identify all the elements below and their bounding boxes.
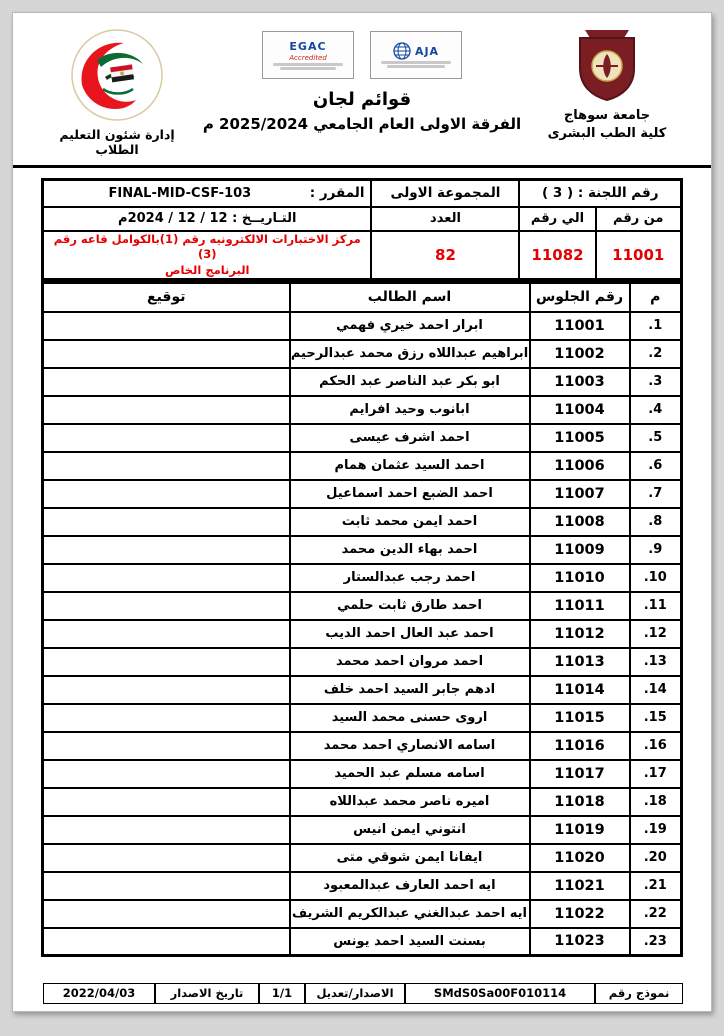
signature-cell: [43, 816, 290, 844]
student-name: ابراهيم عبداللاه رزق محمد عبدالرحيم: [290, 340, 530, 368]
col-header-seat: رقم الجلوس: [530, 283, 630, 312]
egac-text-bar: [273, 63, 343, 66]
title-block: [193, 29, 531, 133]
row-index: 3.: [630, 368, 682, 396]
accreditation-logos: [193, 31, 531, 79]
page-subtitle: الفرقة الاولى العام الجامعي 2025/2024 م: [202, 115, 522, 133]
seat-number: 11017: [530, 760, 630, 788]
col-header-signature: توقيع: [43, 283, 290, 312]
aja-logo: [370, 31, 462, 79]
issue-date-label: تاريخ الاصدار: [155, 983, 259, 1004]
row-index: 13.: [630, 648, 682, 676]
row-index: 12.: [630, 620, 682, 648]
col-header-name: اسم الطالب: [290, 283, 530, 312]
university-logo: [575, 29, 639, 103]
seat-number: 11006: [530, 452, 630, 480]
signature-cell: [43, 732, 290, 760]
seat-number: 11019: [530, 816, 630, 844]
to-number-label: الي رقم: [519, 207, 595, 231]
seat-number: 11013: [530, 648, 630, 676]
row-index: 17.: [630, 760, 682, 788]
student-name: احمد الضبع احمد اسماعيل: [290, 480, 530, 508]
student-name: ابو بكر عبد الناصر عبد الحكم: [290, 368, 530, 396]
seat-number: 11009: [530, 536, 630, 564]
seat-number: 11016: [530, 732, 630, 760]
student-name: احمد السيد عثمان همام: [290, 452, 530, 480]
student-name: ابرار احمد خيري فهمي: [290, 312, 530, 340]
signature-cell: [43, 676, 290, 704]
signature-cell: [43, 508, 290, 536]
signature-cell: [43, 648, 290, 676]
group-name: المجموعة الاولى: [371, 180, 519, 207]
students-affairs-block: [41, 29, 193, 157]
seat-number: 11014: [530, 676, 630, 704]
student-name: اروى حسنى محمد السيد: [290, 704, 530, 732]
signature-cell: [43, 536, 290, 564]
table-row: [43, 676, 682, 704]
student-name: ايفانا ايمن شوقي متى: [290, 844, 530, 872]
student-name: ايه احمد عبدالغني عبدالكريم الشريف: [290, 900, 530, 928]
row-index: 18.: [630, 788, 682, 816]
table-row: [43, 452, 682, 480]
department-name: إدارة شئون التعليم الطلاب: [59, 127, 175, 157]
row-index: 23.: [630, 928, 682, 956]
table-row: [43, 536, 682, 564]
seat-number: 11020: [530, 844, 630, 872]
row-index: 20.: [630, 844, 682, 872]
row-index: 6.: [630, 452, 682, 480]
student-name: احمد طارق ثابت حلمي: [290, 592, 530, 620]
signature-cell: [43, 340, 290, 368]
university-name: جامعة سوهاج: [563, 108, 651, 123]
signature-cell: [43, 480, 290, 508]
signature-cell: [43, 424, 290, 452]
table-row: [43, 900, 682, 928]
signature-cell: [43, 564, 290, 592]
row-index: 21.: [630, 872, 682, 900]
version-label: الاصدار/تعديل: [305, 983, 405, 1004]
exam-venue-line1: مركز الاختبارات الالكترونيه رقم (1)بالكوامل قاعه رقم (3): [53, 231, 361, 262]
course-label: المقرر :: [309, 185, 365, 202]
row-index: 1.: [630, 312, 682, 340]
table-row: [43, 396, 682, 424]
table-row: [43, 704, 682, 732]
student-name: احمد رجب عبدالستار: [290, 564, 530, 592]
page-title: قوائم لجان: [312, 89, 412, 110]
egypt-flag: [110, 64, 134, 82]
table-row: [43, 760, 682, 788]
signature-cell: [43, 452, 290, 480]
seat-number: 11008: [530, 508, 630, 536]
from-number-value: 11001: [596, 231, 682, 280]
student-name: اسامه الانصاري احمد محمد: [290, 732, 530, 760]
row-index: 22.: [630, 900, 682, 928]
document-page: [12, 12, 712, 1012]
seat-number: 11001: [530, 312, 630, 340]
seat-number: 11003: [530, 368, 630, 396]
signature-cell: [43, 928, 290, 956]
signature-cell: [43, 900, 290, 928]
student-name: ابانوب وحيد افرايم: [290, 396, 530, 424]
version-value: 1/1: [259, 983, 305, 1004]
row-index: 19.: [630, 816, 682, 844]
table-row: [43, 648, 682, 676]
row-index: 8.: [630, 508, 682, 536]
count-value: 82: [371, 231, 519, 280]
table-row: [43, 872, 682, 900]
student-name: ايه احمد العارف عبدالمعبود: [290, 872, 530, 900]
course-code: FINAL-MID-CSF-103: [108, 185, 252, 201]
count-label: العدد: [371, 207, 519, 231]
seat-number: 11015: [530, 704, 630, 732]
exam-venue: [43, 231, 372, 280]
student-name: احمد بهاء الدين محمد: [290, 536, 530, 564]
exam-venue-line2: البرنامج الخاص: [164, 262, 250, 277]
seat-number: 11023: [530, 928, 630, 956]
row-index: 15.: [630, 704, 682, 732]
row-index: 10.: [630, 564, 682, 592]
student-name: احمد عبد العال احمد الديب: [290, 620, 530, 648]
student-name: احمد مروان احمد محمد: [290, 648, 530, 676]
egac-accredited-label: Accredited: [289, 54, 327, 62]
faculty-name: كلية الطب البشرى: [547, 125, 667, 141]
form-number-value: SMdS0Sa00F010114: [405, 983, 595, 1004]
signature-cell: [43, 844, 290, 872]
students-table: [41, 281, 683, 957]
seat-number: 11005: [530, 424, 630, 452]
seat-number: 11002: [530, 340, 630, 368]
seat-number: 11011: [530, 592, 630, 620]
signature-cell: [43, 312, 290, 340]
committee-number: رقم اللجنة : ( 3 ): [519, 180, 681, 207]
col-header-index: م: [630, 283, 682, 312]
table-row: [43, 592, 682, 620]
signature-cell: [43, 592, 290, 620]
university-block: [531, 29, 683, 142]
signature-cell: [43, 704, 290, 732]
table-row: [43, 480, 682, 508]
student-name: احمد اشرف عيسى: [290, 424, 530, 452]
row-index: 11.: [630, 592, 682, 620]
header-divider: [13, 165, 711, 168]
from-number-label: من رقم: [596, 207, 682, 231]
course-cell: [43, 180, 372, 207]
row-index: 4.: [630, 396, 682, 424]
student-name: اميره ناصر محمد عبداللاه: [290, 788, 530, 816]
seat-number: 11012: [530, 620, 630, 648]
table-row: [43, 816, 682, 844]
student-name: ادهم جابر السيد احمد خلف: [290, 676, 530, 704]
egac-logo: [262, 31, 354, 79]
row-index: 5.: [630, 424, 682, 452]
student-name: انتوني ايمن انيس: [290, 816, 530, 844]
table-row: [43, 312, 682, 340]
issue-date-value: 2022/04/03: [43, 983, 155, 1004]
student-name: احمد ايمن محمد ثابت: [290, 508, 530, 536]
table-row: [43, 620, 682, 648]
signature-cell: [43, 872, 290, 900]
seat-number: 11004: [530, 396, 630, 424]
table-row: [43, 564, 682, 592]
aja-text-bar: [381, 61, 451, 64]
student-name: بسنت السيد احمد يونس: [290, 928, 530, 956]
signature-cell: [43, 368, 290, 396]
signature-cell: [43, 396, 290, 424]
aja-text-bar2: [387, 65, 445, 68]
signature-cell: [43, 760, 290, 788]
row-index: 2.: [630, 340, 682, 368]
students-affairs-logo: [71, 29, 163, 121]
egac-label: EGAC: [289, 40, 327, 53]
students-table-header: [43, 283, 682, 312]
signature-cell: [43, 788, 290, 816]
seat-number: 11018: [530, 788, 630, 816]
form-number-label: نموذج رقم: [595, 983, 683, 1004]
table-row: [43, 508, 682, 536]
seat-number: 11021: [530, 872, 630, 900]
student-name: اسامه مسلم عبد الحميد: [290, 760, 530, 788]
table-row: [43, 788, 682, 816]
row-index: 16.: [630, 732, 682, 760]
table-row: [43, 928, 682, 956]
aja-globe-icon: [393, 42, 411, 60]
row-index: 7.: [630, 480, 682, 508]
signature-cell: [43, 620, 290, 648]
form-footer: [41, 983, 683, 1004]
to-number-value: 11082: [519, 231, 595, 280]
row-index: 14.: [630, 676, 682, 704]
seat-number: 11022: [530, 900, 630, 928]
table-row: [43, 340, 682, 368]
aja-label: AJA: [414, 44, 440, 58]
table-row: [43, 732, 682, 760]
table-row: [43, 424, 682, 452]
table-row: [43, 368, 682, 396]
table-row: [43, 844, 682, 872]
committee-info-table: [41, 178, 683, 281]
seat-number: 11007: [530, 480, 630, 508]
egac-text-bar2: [280, 67, 336, 70]
row-index: 9.: [630, 536, 682, 564]
seat-number: 11010: [530, 564, 630, 592]
document-header: [41, 29, 683, 157]
exam-date: التـاريــخ : 12 / 12 / 2024م: [43, 207, 372, 231]
